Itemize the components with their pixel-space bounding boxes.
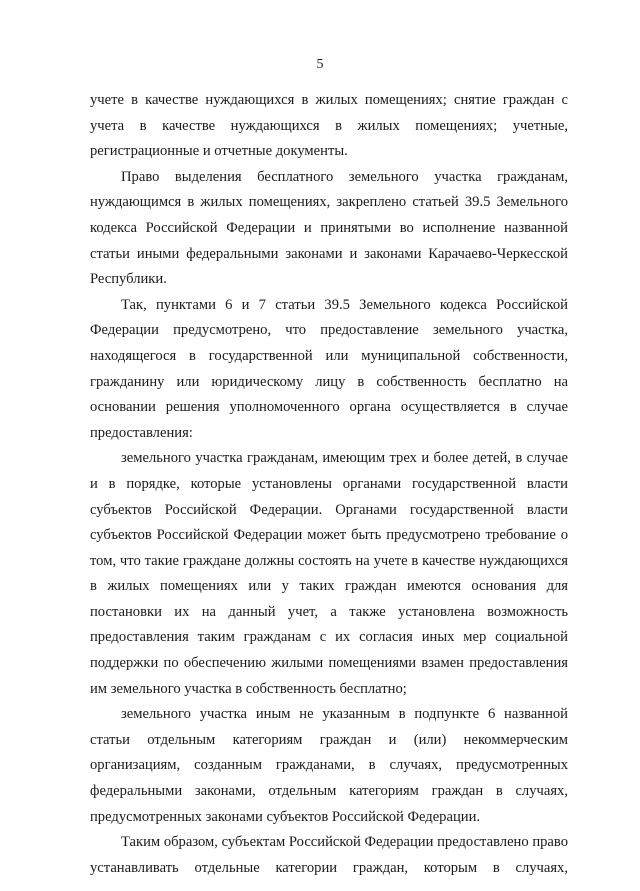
paragraph-continuation: учете в качестве нуждающихся в жилых помещениях; снятие граждан с учета в качестве нуждающихся в жилых помещениях; учетные, регистрационные и отчетные документы.	[90, 92, 568, 160]
paragraph-article-39-5: Так, пунктами 6 и 7 статьи 39.5 Земельного кодекса Российской Федерации предусмотрено, что предоставление земельного участка, находящегося в государственной или муниципальной собственности, гражданину или юридическому лицу в собственность бесплатно на основании решения уполномоченного органа осуществляется в случае предоставления:	[90, 296, 568, 441]
document-body	[90, 88, 568, 881]
page-number: 5	[316, 57, 324, 72]
paragraph-large-families: земельного участка гражданам, имеющим трех и более детей, в случае и в порядке, которые установлены органами государственной власти субъектов Российской Федерации. Органами государственной власти субъектов Российской Федерации может быть предусмотрено требование о том, что такие граждане должны состоять на учете в качестве нуждающихся в жилых помещениях или у таких граждан имеются основания для постановки их на данный учет, а также установлена возможность предоставления таким гражданам с их согласия иных мер социальной поддержки по обеспечению жилыми помещениями взамен предоставления им земельного участка в собственность бесплатно;	[90, 450, 568, 697]
paragraph-other-categories: земельного участка иным не указанным в подпункте 6 названной статьи отдельным категориям граждан и (или) некоммерческим организациям, созданным гражданами, в случаях, предусмотренных федеральными законами, отдельным категориям граждан в случаях, предусмотренных законами субъектов Российской Федерации.	[90, 706, 568, 825]
paragraph-conclusion: Таким образом, субъектам Российской Федерации предоставлено право устанавливать отдельные категории граждан, которым в случаях,	[90, 834, 568, 876]
paragraph-right-to-land: Право выделения бесплатного земельного участка гражданам, нуждающимся в жилых помещениях, закреплено статьей 39.5 Земельного кодекса Российской Федерации и принятыми во исполнение названной статьи иными федеральными законами и законами Карачаево-Черкесской Республики.	[90, 168, 568, 288]
